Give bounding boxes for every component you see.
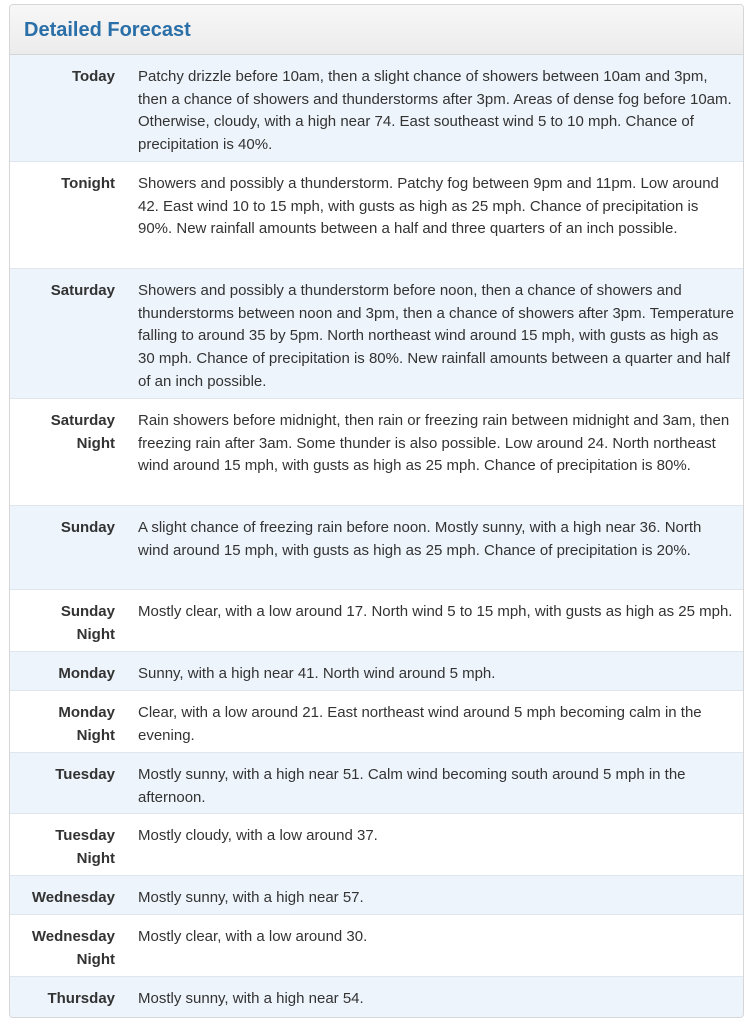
period-text: Mostly clear, with a low around 30.	[138, 928, 368, 945]
period-label: Tonight	[61, 175, 115, 192]
period-text: A slight chance of freezing rain before noon. Mostly sunny, with a high near 36. North wind around 15 mph, with gusts as high as 25 mph. Chance of precipitation is 20%.	[138, 519, 702, 559]
forecast-row-wednesday	[10, 876, 743, 915]
period-label: Sunday Night	[60, 603, 115, 643]
period-label: Monday	[58, 665, 115, 682]
forecast-row-thursday	[10, 977, 743, 1018]
period-text: Mostly sunny, with a high near 57.	[138, 889, 364, 906]
forecast-row-monday	[10, 652, 743, 691]
period-text: Sunny, with a high near 41. North wind around 5 mph.	[138, 665, 496, 682]
period-text: Clear, with a low around 21. East northeast wind around 5 mph becoming calm in the evening.	[138, 704, 702, 744]
period-label: Tuesday Night	[55, 827, 115, 867]
period-label: Saturday Night	[50, 412, 115, 452]
period-text: Showers and possibly a thunderstorm. Patchy fog between 9pm and 11pm. Low around 42. East wind 10 to 15 mph, with gusts as high as 25 mph. Chance of precipitation is 90%. New rainfall amounts between a half and three quarters of an inch possible.	[138, 175, 719, 238]
period-text: Mostly sunny, with a high near 51. Calm wind becoming south around 5 mph in the afternoon.	[138, 766, 686, 806]
period-label: Sunday	[60, 519, 115, 536]
period-text: Mostly clear, with a low around 17. North wind 5 to 15 mph, with gusts as high as 25 mph.	[138, 603, 733, 620]
period-label: Monday Night	[58, 704, 115, 744]
period-label: Tuesday	[55, 766, 115, 783]
forecast-row-tonight	[10, 162, 743, 269]
forecast-rows	[10, 55, 743, 1018]
forecast-row-sunday-night	[10, 590, 743, 652]
forecast-row-sunday	[10, 506, 743, 590]
period-text: Showers and possibly a thunderstorm before noon, then a chance of showers and thunderstorms between noon and 3pm, then a chance of showers after 3pm. Temperature falling to around 35 by 5pm. North northeast wind around 15 mph, with gusts as high as 30 mph. Chance of precipitation is 80%. New rainfall amounts between a quarter and half of an inch possible.	[138, 282, 734, 390]
forecast-row-saturday	[10, 269, 743, 399]
period-text: Mostly sunny, with a high near 54.	[138, 990, 364, 1007]
panel-header	[10, 5, 743, 55]
forecast-row-wednesday-night	[10, 915, 743, 977]
forecast-row-tuesday	[10, 753, 743, 814]
forecast-row-saturday-night	[10, 399, 743, 506]
forecast-row-today	[10, 55, 743, 162]
period-label: Saturday	[50, 282, 115, 299]
forecast-row-tuesday-night	[10, 814, 743, 876]
detailed-forecast-panel	[9, 4, 744, 1018]
period-label: Wednesday	[31, 889, 115, 906]
period-text: Mostly cloudy, with a low around 37.	[138, 827, 378, 844]
panel-title: Detailed Forecast	[24, 19, 191, 41]
period-label: Today	[71, 68, 115, 85]
period-label: Wednesday Night	[31, 928, 115, 968]
forecast-row-monday-night	[10, 691, 743, 753]
period-label: Thursday	[47, 990, 115, 1007]
period-text: Patchy drizzle before 10am, then a slight chance of showers between 10am and 3pm, then a chance of showers and thunderstorms after 3pm. Areas of dense fog before 10am. Otherwise, cloudy, with a high near 74. East southeast wind 5 to 10 mph. Chance of precipitation is 40%.	[138, 68, 732, 154]
period-text: Rain showers before midnight, then rain or freezing rain between midnight and 3am, then freezing rain after 3am. Some thunder is also possible. Low around 24. North northeast wind around 15 mph, with gusts as high as 25 mph. Chance of precipitation is 80%.	[138, 412, 730, 475]
